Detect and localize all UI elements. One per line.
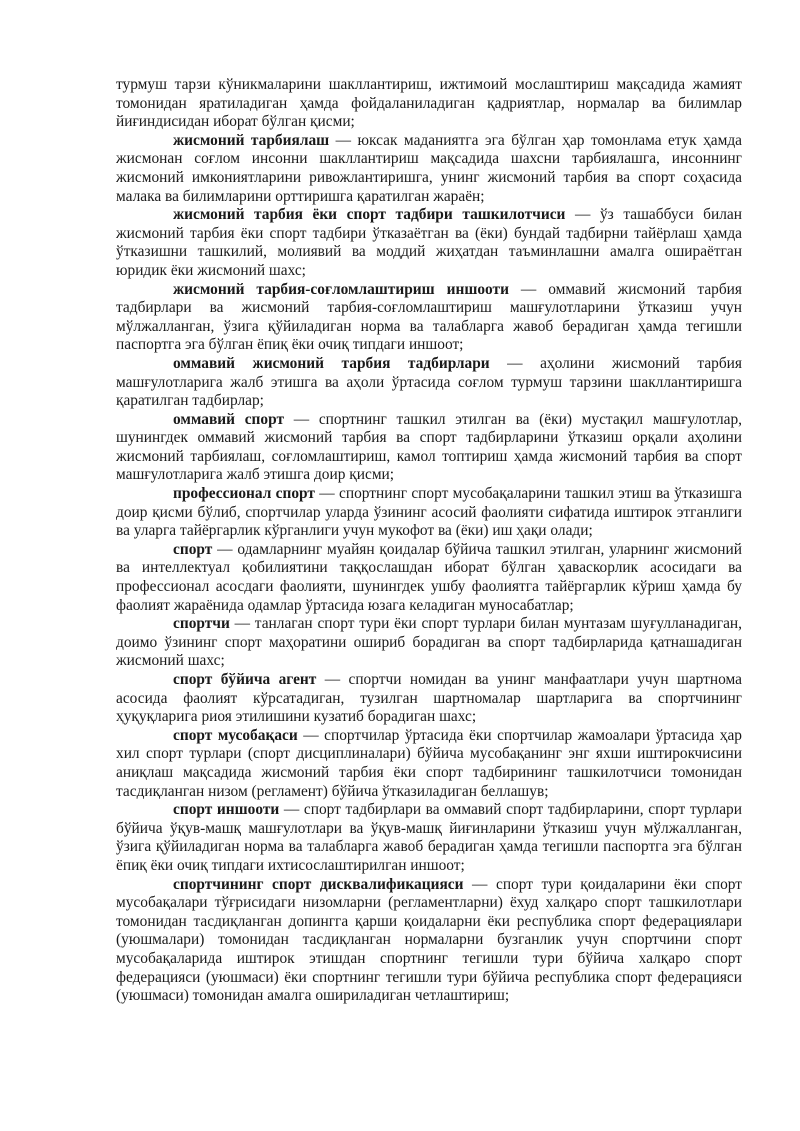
definition-term: спортчи bbox=[173, 615, 230, 633]
definition-sport bbox=[116, 541, 742, 615]
definition-mass-sport bbox=[116, 411, 742, 485]
definition-term: жисмоний тарбиялаш bbox=[173, 131, 330, 149]
definition-term: спорт мусобақаси bbox=[173, 726, 298, 744]
definition-health-facility bbox=[116, 281, 742, 355]
definition-text: — спорт тадбирлари ва оммавий спорт тадбирларини, спорт турлари бўйича ўқув-машқ машғулотлари ва ўқув-машқ йиғинларини ўтказиш учун мўлжалланган, ўзига қўйиладиган норма ва талабларга жавоб берадиган ҳамда тегишли паспортга эга бўлган ёпиқ ёки очиқ типдаги ихтисослаштирилган иншоот; bbox=[116, 801, 742, 874]
definition-term: спорт бўйича агент bbox=[173, 671, 317, 688]
document-page bbox=[116, 76, 742, 1006]
definition-disqualification bbox=[116, 876, 742, 1006]
definition-term: оммавий жисмоний тарбия тадбирлари bbox=[173, 354, 490, 372]
definition-term: жисмоний тарбия ёки спорт тадбири ташкилотчиси bbox=[173, 206, 566, 224]
intro-text: турмуш тарзи кўникмаларини шакллантириш, ижтимоий мослаштириш мақсадида жамият томонидан яратиладиган ҳамда фойдаланиладиган қадриятлар, нормалар ва билимлар йиғиндисидан иборат бўлган қисми; bbox=[116, 76, 742, 131]
definition-text: — одамларнинг муайян қоидалар бўйича ташкил этилган, уларнинг жисмоний ва интеллектуал қобилиятини таққослашдан иборат бўлган ҳаваскорлик асосидаги ва профессионал асосдаги фаолияти, шунингдек ушбу фаолиятга тайёргарлик кўриш ҳамда бу фаолият жараёнида одамлар ўртасида юзага келадиган муносабатлар; bbox=[116, 540, 742, 614]
definition-text: — спортчи номидан ва унинг манфаатлари учун шартнома асосида фаолият кўрсатадиган, тузилган шартномалар шартларига ва спортчининг ҳуқуқларига риоя этилишини кузатиб борадиган шахс; bbox=[116, 671, 742, 726]
definition-text: — юксак маданиятга эга бўлган ҳар томонлама етук ҳамда жисмонан соғлом инсонни шакллантириш мақсадида шахсни тарбиялашга, инсоннинг жисмоний имкониятларини ривожлантиришга, унинг жисмоний тарбия ва спорт соҳасида малака ва билимларини орттиришга қаратилган жараён; bbox=[116, 131, 742, 205]
definition-text: — аҳолини жисмоний тарбия машғулотларига жалб этишга ва аҳоли ўртасида соғлом турмуш тарзини шакллантиришга қаратилган тадбирлар; bbox=[116, 354, 743, 410]
definition-physical-education bbox=[116, 132, 742, 206]
definition-text: — танлаган спорт тури ёки спорт турлари билан мунтазам шуғулланадиган, доимо ўзининг спорт маҳоратини ошириб борадиган ва спорт тадбирларида қатнашадиган жисмоний шахс; bbox=[116, 615, 742, 670]
definition-text: — спортнинг спорт мусобақаларини ташкил этиш ва ўтказишга доир қисми бўлиб, спортчилар уларда ўзининг асосий фаолияти сифатида иштирок этганлиги ва уларга тайёргарлик кўрганлиги учун мукофот ва (ёки) иш ҳақи олади; bbox=[116, 485, 742, 540]
definition-competition bbox=[116, 727, 742, 801]
definition-term: спорт иншооти bbox=[173, 801, 280, 819]
definition-mass-events bbox=[116, 355, 742, 411]
definition-event-organizer bbox=[116, 206, 742, 280]
intro-paragraph bbox=[116, 76, 742, 132]
definition-sports-facility bbox=[116, 801, 742, 875]
definition-text: — спорт тури қоидаларини ёки спорт мусобақалари тўғрисидаги низомларни (регламентларни) ёхуд халқаро спорт ташкилотлари томонидан тасдиқланган допингга қарши қоидаларни ёки республика спорт федерациялари (уюшмалари) томонидан тасдиқланган нормаларни бузганлик учун спортчини спорт мусобақаларида иштирок этишдан спортнинг тегишли тури бўйича халқаро спорт федерацияси (уюшмаси) ёки спортнинг тегишли тури бўйича республика спорт федерацияси (уюшмаси) томонидан амалга ошириладиган четлаштириш; bbox=[116, 875, 742, 1005]
definition-professional-sport bbox=[116, 485, 742, 541]
definition-term: спорт bbox=[173, 540, 213, 558]
definition-text: — спортнинг ташкил этилган ва (ёки) мустақил машғулотлар, шунингдек оммавий жисмоний тарбия ва спорт тадбирларини ўтказиш орқали аҳолини жисмоний тарбиялаш, соғломлаштириш, камол топтириш ҳамда жисмоний тарбия ва спорт машғулотларига жалб этишга доир қисми; bbox=[116, 410, 742, 484]
definition-text: — спортчилар ўртасида ёки спортчилар жамоалари ўртасида ҳар хил спорт турлари (спорт дисциплиналари) бўйича мусобақанинг энг яхши иштирокчисини аниқлаш мақсадида жисмоний тарбия ёки спорт тадбирининг ташкилотчиси томонидан тасдиқланган низом (регламент) бўйича ўтказиладиган беллашув; bbox=[116, 726, 742, 800]
definition-athlete bbox=[116, 615, 742, 671]
definition-text: — оммавий жисмоний тарбия тадбирлари ва жисмоний тарбия-соғломлаштириш машғулотларини ўтказиш учун мўлжалланган, ўзига қўйиладиган норма ва талабларга жавоб берадиган ҳамда тегишли паспортга эга бўлган ёпиқ ёки очиқ типдаги иншоот; bbox=[116, 280, 743, 354]
definition-term: спортчининг спорт дисквалификацияси bbox=[173, 875, 464, 893]
definition-term: профессионал спорт bbox=[173, 485, 315, 503]
definition-term: оммавий спорт bbox=[173, 410, 285, 428]
definition-sports-agent bbox=[116, 671, 742, 727]
definition-term: жисмоний тарбия-соғломлаштириш иншооти bbox=[173, 280, 509, 298]
definition-text: — ўз ташаббуси билан жисмоний тарбия ёки спорт тадбири ўтказаётган ва (ёки) бундай тадбирни тайёрлаш ҳамда ўтказишни ташкилий, молиявий ва моддий жиҳатдан таъминлашни амалга ошираётган юридик ёки жисмоний шахс; bbox=[116, 206, 742, 279]
